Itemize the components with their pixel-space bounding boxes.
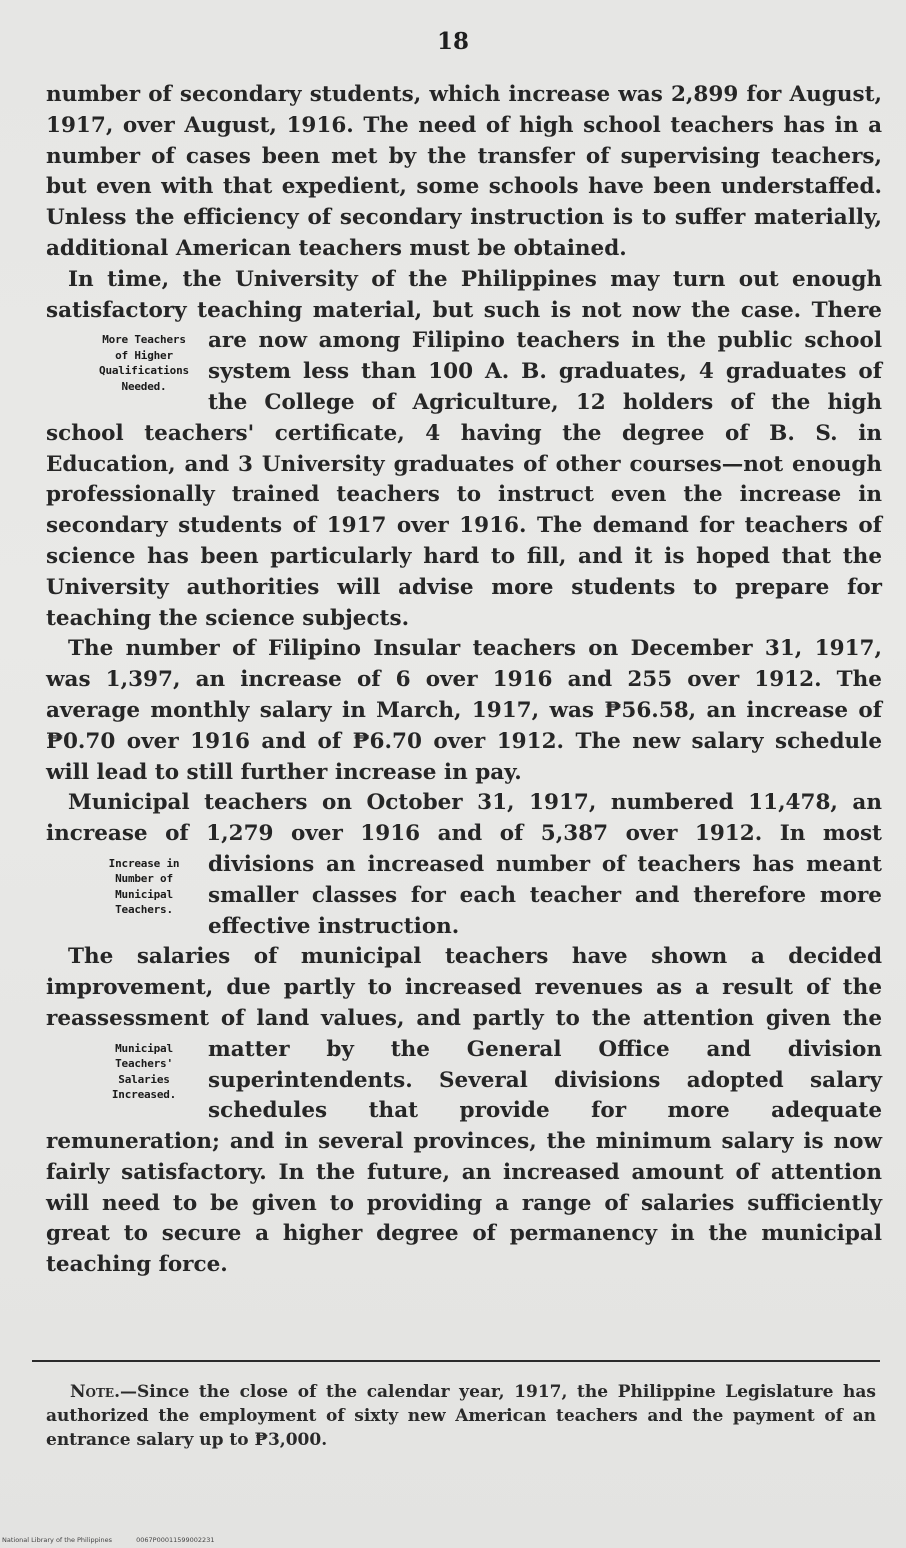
- footer-library: National Library of the Philippines: [2, 1536, 113, 1544]
- paragraph-4: [46, 788, 882, 942]
- margin-note-line: of Higher: [115, 348, 173, 362]
- margin-note-municipal-number: [74, 856, 192, 918]
- paragraph-4-text-part-b: divisions an increased number of teachers has meant smaller classes for each teacher and therefore more effective instruction.: [208, 851, 882, 939]
- margin-note-line: Number of: [115, 872, 173, 886]
- paragraph-5: [46, 942, 882, 1281]
- margin-note-line: Needed.: [121, 379, 167, 393]
- body-text: [46, 80, 882, 1281]
- margin-note-line: Qualifications: [99, 364, 189, 378]
- footnote-head: Note.: [70, 1382, 120, 1402]
- paragraph-2-text-part-b: system less than 100 A. B. graduates, 4 graduates of the College of Agriculture, 12 holders of the high school teachers' certificate, 4 having the degree of B. S. in Education, and 3 University graduates of other courses—not enough professionally trained teachers to instruct even the increase in secondary students of 1917 over 1916. The demand for teachers of science has been particularly hard to fill, and it is hoped that the University authorities will advise more students to prepare for teaching the science subjects.: [46, 359, 882, 631]
- margin-note-line: Municipal: [115, 887, 173, 901]
- margin-note-line: Teachers.: [115, 903, 173, 917]
- footnote: [46, 1380, 876, 1452]
- page-number: 18: [436, 28, 469, 55]
- paragraph-3: The number of Filipino Insular teachers on December 31, 1917, was 1,397, an increase of 6 over 1916 and 255 over 1912. The average monthly salary in March, 1917, was ₱56.58, an increase of ₱0.70 over 1916 and of ₱6.70 over 1912. The new salary schedule will lead to still further increase in pay.: [46, 636, 882, 785]
- footnote-text: —Since the close of the calendar year, 1917, the Philippine Legislature has authorized the employment of sixty new American teachers and the payment of an entrance salary up to ₱3,000.: [46, 1382, 876, 1450]
- paragraph-5-text-part-a: The salaries of municipal teachers have shown a decided improvement, due partly to increased revenues as a result of the reassessment of land values, and partly to the attention given: [46, 944, 882, 1031]
- margin-note-line: Municipal: [115, 1041, 173, 1055]
- margin-note-line: Salaries: [118, 1072, 170, 1086]
- horizontal-rule: [32, 1360, 880, 1362]
- paragraph-2-text-part-a: In time, the University of the Philippines may turn out enough satisfactory teaching material, but such is not now the case. There are now among Filipino teachers in the public school: [46, 266, 882, 354]
- paragraph-5-text-part-b: the matter by the General Office and division superintendents. Several divisions adopted salary schedules that provide for more adequate remuneration; and in several provinces, the minimum salary is now fairly satisfactory. In the future, an increased amount of attention will need to be given to providing a range of salaries sufficiently great to secure a higher degree of permanency in the municipal teaching force.: [46, 1005, 882, 1278]
- paragraph-1: number of secondary students, which increase was 2,899 for August, 1917, over August, 1916. The need of high school teachers has in a number of cases been met by the transfer of supervising teachers, but even with that expedient, some schools have been understaffed. Unless the efficiency of secondary instruction is to suffer materially, additional American teachers must be obtained.: [46, 82, 882, 261]
- margin-note-line: Increase in: [108, 856, 180, 870]
- paragraph-2: [46, 265, 882, 635]
- margin-note-line: Teachers': [115, 1057, 173, 1071]
- margin-note-municipal-salaries: [74, 1041, 192, 1103]
- paragraph-4-text-part-a: Municipal teachers on October 31, 1917, numbered 11,478, an increase of 1,279 over 1916 and of 5,387 over 1912. In most: [46, 790, 882, 847]
- footer-code: 0067P00011599002231: [136, 1536, 215, 1544]
- scan-footer: [2, 1536, 236, 1544]
- margin-note-line: More Teachers: [102, 333, 186, 347]
- margin-note-line: Increased.: [111, 1088, 177, 1102]
- margin-note-higher-qualifications: [74, 332, 192, 394]
